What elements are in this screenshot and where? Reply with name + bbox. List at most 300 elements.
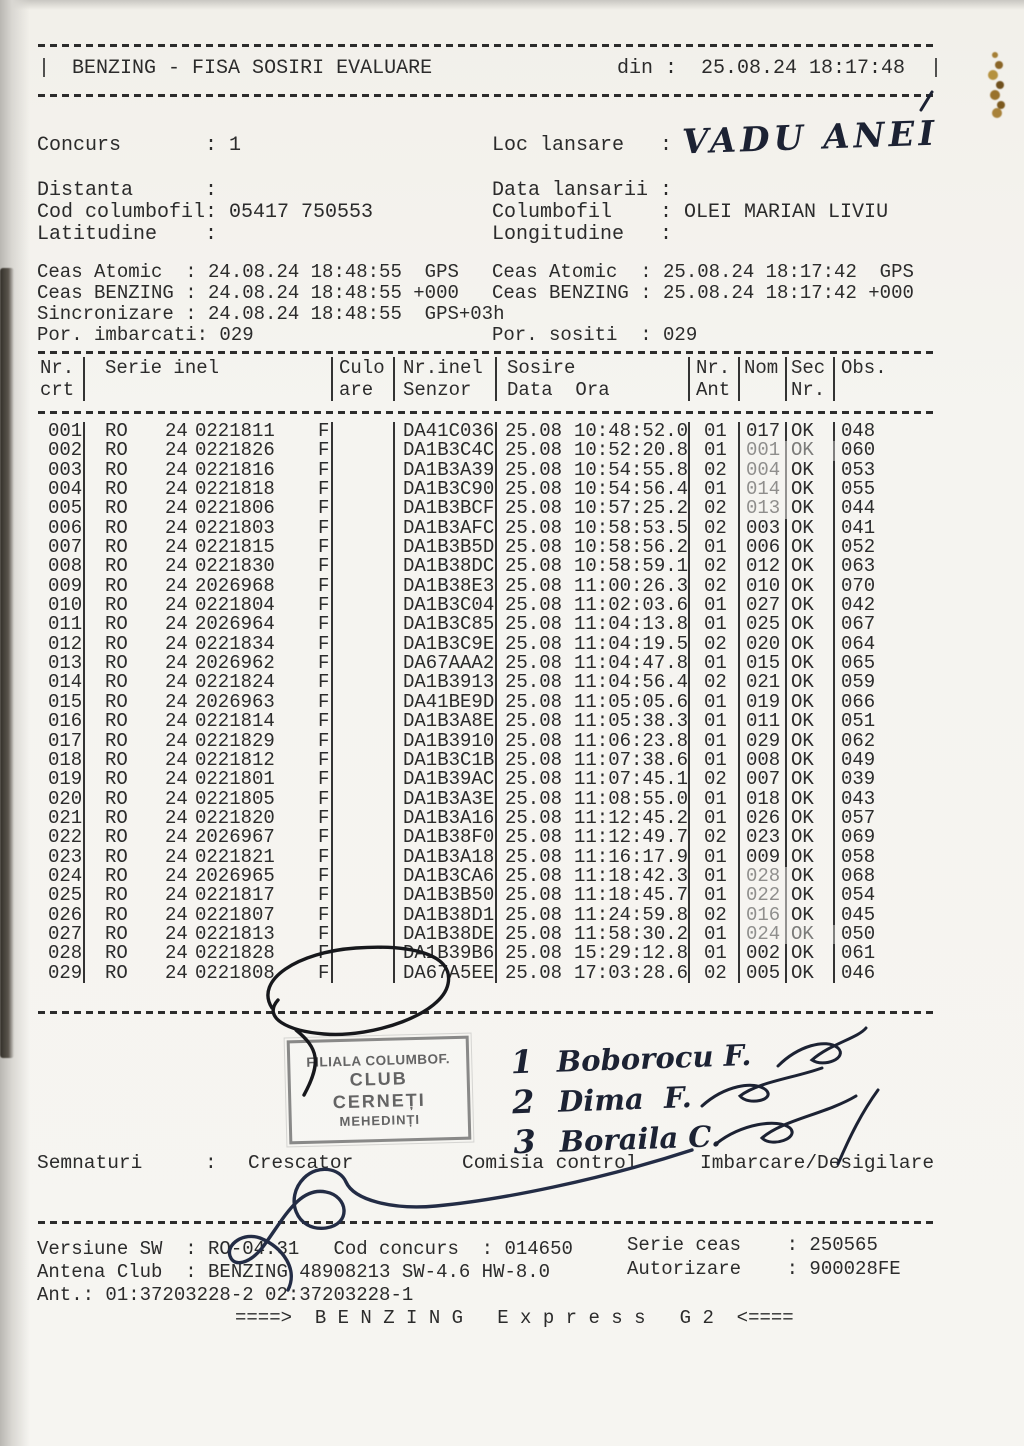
cell-nom: 029 — [740, 732, 787, 751]
cell-nr-ant: 01 — [690, 654, 740, 673]
col-header-senzor: Nr.inel — [395, 357, 497, 379]
club-stamp — [287, 1036, 472, 1145]
cell-culoare — [333, 867, 395, 886]
col-header-ant2: Ant — [690, 379, 740, 401]
cell-sosire: 25.08 11:12:45.2 — [497, 809, 690, 828]
col-header-nom: Nom — [740, 357, 787, 379]
cell-nom: 019 — [740, 693, 787, 712]
cell-nom: 025 — [740, 615, 787, 634]
col-header-blank2 — [740, 379, 787, 401]
cell-sec: OK — [787, 693, 835, 712]
cell-sosire: 25.08 11:12:49.7 — [497, 828, 690, 847]
cell-serie-inel: RO 24 2026962 F — [85, 654, 333, 673]
col-header-blank — [85, 379, 333, 401]
cell-nom: 014 — [740, 480, 787, 499]
cell-nr-ant: 01 — [690, 422, 740, 441]
arrivals-table — [38, 422, 935, 983]
cell-culoare — [333, 906, 395, 925]
stamp-line-filiala: FILIALA COLUMBOF. — [306, 1050, 451, 1070]
cell-serie-inel: RO 24 0221829 F — [85, 732, 333, 751]
cell-culoare — [333, 886, 395, 905]
cell-obs: 067 — [841, 613, 876, 636]
cell-senzor: DA1B38DE — [395, 925, 497, 944]
cell-nr: 005 — [38, 499, 85, 518]
report-title-row — [38, 58, 432, 80]
table-row — [38, 828, 935, 847]
table-row — [38, 961, 935, 984]
cell-nom: 009 — [740, 848, 787, 867]
cell-obs: 070 — [841, 574, 876, 597]
label-semnaturi: Semnaturi — [37, 1152, 143, 1174]
dashed-rule — [38, 1011, 938, 1014]
cell-nr: 003 — [38, 461, 85, 480]
cell-serie-inel: RO 24 0221808 F — [85, 964, 333, 983]
cell-serie-inel: RO 24 2026965 F — [85, 867, 333, 886]
table-row — [38, 787, 935, 810]
cell-obs: 052 — [841, 536, 876, 559]
cell-nr: 006 — [38, 519, 85, 538]
handwritten-loc-lansare: VADU ANEI — [681, 113, 939, 163]
cell-nr: 027 — [38, 925, 85, 944]
cell-sosire: 25.08 10:48:52.0 — [497, 422, 690, 441]
benzing-express-g2: ====> B E N Z I N G E x p r e s s G 2 <==== — [235, 1307, 794, 1329]
cell-sec: OK — [787, 635, 835, 654]
cell-nr-ant: 01 — [690, 790, 740, 809]
cell-sosire: 25.08 10:58:59.1 — [497, 557, 690, 576]
cell-nr: 029 — [38, 964, 85, 983]
cell-obs: 055 — [841, 478, 876, 501]
clock-sincronizare: Sincronizare : 24.08.24 18:48:55 GPS+03h — [37, 303, 505, 325]
cell-obs: 068 — [841, 864, 876, 887]
cell-senzor: DA41C036 — [395, 422, 497, 441]
field-cod-columbofil: Cod columbofil: 05417 750553 — [37, 201, 374, 224]
cell-nr: 001 — [38, 422, 85, 441]
table-header — [38, 357, 935, 401]
cell-sosire: 25.08 17:03:28.6 — [497, 964, 690, 983]
cell-senzor: DA1B38D1 — [395, 906, 497, 925]
cell-sec: OK — [787, 519, 835, 538]
cell-culoare — [333, 828, 395, 847]
cell-nr: 028 — [38, 944, 85, 963]
cell-sosire: 25.08 10:52:20.8 — [497, 441, 690, 460]
cell-nom: 027 — [740, 596, 787, 615]
cell-sosire: 25.08 11:24:59.8 — [497, 906, 690, 925]
cell-nr-ant: 01 — [690, 848, 740, 867]
autorizare: Autorizare : 900028FE — [627, 1258, 901, 1280]
cell-sec: OK — [787, 499, 835, 518]
cell-nom: 002 — [740, 944, 787, 963]
cell-serie-inel: RO 24 0221801 F — [85, 770, 333, 789]
cell-serie-inel: RO 24 0221814 F — [85, 712, 333, 731]
cell-sosire: 25.08 11:04:56.4 — [497, 673, 690, 692]
table-row — [38, 441, 935, 460]
cell-serie-inel: RO 24 0221803 F — [85, 519, 333, 538]
cell-nr-ant: 02 — [690, 519, 740, 538]
cell-nr: 023 — [38, 848, 85, 867]
cell-sec: OK — [787, 828, 835, 847]
cell-culoare — [333, 480, 395, 499]
cell-nom: 012 — [740, 557, 787, 576]
por-sositi: Por. sositi : 029 — [492, 324, 698, 346]
table-row — [38, 770, 935, 789]
col-header-nr2: Nr. — [787, 379, 835, 401]
cell-nr-ant: 01 — [690, 693, 740, 712]
cell-culoare — [333, 654, 395, 673]
cell-sec: OK — [787, 848, 835, 867]
cell-nr: 018 — [38, 751, 85, 770]
cell-nom: 028 — [740, 867, 787, 886]
cell-senzor: DA1B3C1B — [395, 751, 497, 770]
committee-member: 2 Dima F. — [511, 1080, 693, 1122]
cell-culoare — [333, 770, 395, 789]
cell-sosire: 25.08 11:08:55.0 — [497, 790, 690, 809]
cell-obs: 042 — [841, 594, 876, 617]
cell-culoare — [333, 925, 395, 944]
cell-sec: OK — [787, 480, 835, 499]
dashed-rule — [38, 94, 938, 97]
cell-nr: 013 — [38, 654, 85, 673]
cell-nr: 008 — [38, 557, 85, 576]
cell-nom: 006 — [740, 538, 787, 557]
cell-obs: 061 — [841, 942, 876, 965]
cell-sosire: 25.08 15:29:12.8 — [497, 944, 690, 963]
field-distanta: Distanta : — [37, 179, 218, 202]
col-header-crt: crt — [38, 379, 85, 401]
cell-sec: OK — [787, 770, 835, 789]
cell-nom: 008 — [740, 751, 787, 770]
cell-sec: OK — [787, 964, 835, 983]
cell-serie-inel: RO 24 0221805 F — [85, 790, 333, 809]
cell-senzor: DA1B3C4C — [395, 441, 497, 460]
cell-nr-ant: 01 — [690, 867, 740, 886]
dashed-rule — [38, 1221, 938, 1224]
col-header-are: are — [333, 379, 395, 401]
cell-obs: 051 — [841, 710, 876, 733]
cell-nom: 004 — [740, 461, 787, 480]
cell-senzor: DA1B3CA6 — [395, 867, 497, 886]
cell-sosire: 25.08 11:06:23.8 — [497, 732, 690, 751]
cell-nom: 016 — [740, 906, 787, 925]
cell-nom: 026 — [740, 809, 787, 828]
cell-culoare — [333, 422, 395, 441]
cell-culoare — [333, 577, 395, 596]
cell-nr-ant: 01 — [690, 596, 740, 615]
cell-nr: 015 — [38, 693, 85, 712]
label-imbarcare-desigilare: Imbarcare/Desigilare — [700, 1152, 935, 1174]
cell-culoare — [333, 790, 395, 809]
cell-nr: 012 — [38, 635, 85, 654]
cell-obs: 049 — [841, 748, 876, 771]
clock-benzing-left: Ceas BENZING : 24.08.24 18:48:55 +000 — [37, 282, 459, 304]
cell-culoare — [333, 441, 395, 460]
table-row — [38, 944, 935, 963]
cell-serie-inel: RO 24 0221834 F — [85, 635, 333, 654]
cell-sosire: 25.08 11:02:03.6 — [497, 596, 690, 615]
clock-atomic-left: Ceas Atomic : 24.08.24 18:48:55 GPS — [37, 261, 459, 283]
cell-sec: OK — [787, 906, 835, 925]
cell-nr-ant: 02 — [690, 906, 740, 925]
cell-sosire: 25.08 11:07:45.1 — [497, 770, 690, 789]
cell-sosire: 25.08 11:04:19.5 — [497, 635, 690, 654]
cell-serie-inel: RO 24 0221804 F — [85, 596, 333, 615]
cell-serie-inel: RO 24 0221807 F — [85, 906, 333, 925]
cell-obs: 039 — [841, 768, 876, 791]
paper-stain — [992, 52, 998, 58]
cell-culoare — [333, 944, 395, 963]
cell-senzor: DA41BE9D — [395, 693, 497, 712]
cell-sosire: 25.08 10:57:25.2 — [497, 499, 690, 518]
cell-senzor: DA1B3A3E — [395, 790, 497, 809]
cell-nr-ant: 02 — [690, 557, 740, 576]
col-header-serie: Serie inel — [85, 357, 333, 379]
cell-sosire: 25.08 10:54:56.4 — [497, 480, 690, 499]
cell-nr: 004 — [38, 480, 85, 499]
cell-senzor: DA1B39AC — [395, 770, 497, 789]
dashed-rule — [38, 411, 938, 414]
cell-nr-ant: 02 — [690, 577, 740, 596]
cell-sec: OK — [787, 751, 835, 770]
cell-nr-ant: 01 — [690, 615, 740, 634]
table-row — [38, 729, 935, 752]
cell-senzor: DA1B3A8E — [395, 712, 497, 731]
col-header-nr: Nr. — [38, 357, 85, 379]
cell-sec: OK — [787, 615, 835, 634]
cell-obs: 054 — [841, 884, 876, 907]
col-header-senzor2: Senzor — [395, 379, 497, 401]
cell-nom: 003 — [740, 519, 787, 538]
cell-nr-ant: 01 — [690, 732, 740, 751]
clock-benzing-right: Ceas BENZING : 25.08.24 18:17:42 +000 — [492, 282, 914, 304]
cell-sec: OK — [787, 654, 835, 673]
cell-nr-ant: 02 — [690, 828, 740, 847]
cell-sosire: 25.08 11:07:38.6 — [497, 751, 690, 770]
cell-obs: 069 — [841, 826, 876, 849]
cell-nr: 009 — [38, 577, 85, 596]
table-row — [38, 845, 935, 868]
cell-nr: 024 — [38, 867, 85, 886]
cell-culoare — [333, 732, 395, 751]
cell-nr: 007 — [38, 538, 85, 557]
cell-obs: 060 — [841, 439, 876, 462]
clock-atomic-right: Ceas Atomic : 25.08.24 18:17:42 GPS — [492, 261, 914, 283]
cell-sosire: 25.08 11:16:17.9 — [497, 848, 690, 867]
cell-nom: 021 — [740, 673, 787, 692]
cell-sosire: 25.08 11:58:30.2 — [497, 925, 690, 944]
cell-nr-ant: 01 — [690, 809, 740, 828]
cell-sosire: 25.08 11:05:05.6 — [497, 693, 690, 712]
cell-obs: 065 — [841, 652, 876, 675]
cell-obs: 062 — [841, 729, 876, 752]
table-row — [38, 673, 935, 692]
cell-serie-inel: RO 24 0221815 F — [85, 538, 333, 557]
cell-culoare — [333, 615, 395, 634]
cell-sec: OK — [787, 673, 835, 692]
field-concurs: Concurs : 1 — [37, 134, 242, 157]
cell-sosire: 25.08 10:58:53.5 — [497, 519, 690, 538]
cell-senzor: DA1B3BCF — [395, 499, 497, 518]
cell-nom: 010 — [740, 577, 787, 596]
cell-serie-inel: RO 24 0221816 F — [85, 461, 333, 480]
cell-serie-inel: RO 24 2026968 F — [85, 577, 333, 596]
cell-obs: 064 — [841, 632, 876, 655]
col-header-sosire: Sosire — [497, 357, 690, 379]
cell-senzor: DA67AAA2 — [395, 654, 497, 673]
cell-sec: OK — [787, 596, 835, 615]
cell-culoare — [333, 596, 395, 615]
cell-nr-ant: 02 — [690, 499, 740, 518]
cell-nr-ant: 02 — [690, 461, 740, 480]
cell-sec: OK — [787, 886, 835, 905]
table-row — [38, 557, 935, 576]
cell-nr: 010 — [38, 596, 85, 615]
cell-culoare — [333, 557, 395, 576]
cell-nr-ant: 01 — [690, 441, 740, 460]
table-row — [38, 499, 935, 518]
cell-nr-ant: 01 — [690, 480, 740, 499]
cell-obs: 058 — [841, 845, 876, 868]
label-crescator: Crescator — [248, 1152, 354, 1174]
cell-nom: 023 — [740, 828, 787, 847]
cell-serie-inel: RO 24 0221812 F — [85, 751, 333, 770]
label-comisia-control: Comisia control — [462, 1152, 638, 1174]
antene-ids: Ant.: 01:37203228-2 02:37203228-1 — [37, 1284, 414, 1306]
field-latitudine: Latitudine : — [37, 223, 218, 246]
semnaturi-colon: : — [205, 1152, 217, 1174]
cell-senzor: DA1B3B50 — [395, 886, 497, 905]
field-columbofil: Columbofil : OLEI MARIAN LIVIU — [492, 201, 889, 224]
cell-obs: 044 — [841, 497, 876, 520]
cell-nr-ant: 02 — [690, 770, 740, 789]
col-header-obs: Obs. — [841, 357, 887, 379]
cell-nr: 011 — [38, 615, 85, 634]
cell-obs: 046 — [841, 961, 876, 984]
antena-club: Antena Club : BENZING 48908213 SW-4.6 HW-8.0 — [37, 1261, 551, 1283]
cell-obs: 053 — [841, 458, 876, 481]
table-row — [38, 712, 935, 731]
cell-sec: OK — [787, 461, 835, 480]
cell-culoare — [333, 499, 395, 518]
cell-nom: 001 — [740, 441, 787, 460]
cell-nom: 005 — [740, 964, 787, 983]
table-row — [38, 615, 935, 634]
cell-nom: 017 — [740, 422, 787, 441]
cell-culoare — [333, 538, 395, 557]
cell-sec: OK — [787, 712, 835, 731]
col-header-ant: Nr. — [690, 357, 740, 379]
col-header-sec: Sec — [787, 357, 835, 379]
cell-serie-inel: RO 24 0221824 F — [85, 673, 333, 692]
field-longitudine: Longitudine : — [492, 223, 673, 246]
scan-top-edge — [0, 0, 1024, 10]
cell-obs: 063 — [841, 555, 876, 578]
cell-senzor: DA1B3C85 — [395, 615, 497, 634]
cell-nom: 020 — [740, 635, 787, 654]
cell-senzor: DA1B3B5D — [395, 538, 497, 557]
cell-serie-inel: RO 24 0221811 F — [85, 422, 333, 441]
cell-senzor: DA1B3A39 — [395, 461, 497, 480]
cell-senzor: DA1B3913 — [395, 673, 497, 692]
cell-senzor: DA1B3C04 — [395, 596, 497, 615]
cell-serie-inel: RO 24 0221818 F — [85, 480, 333, 499]
cell-nom: 015 — [740, 654, 787, 673]
cell-nr: 002 — [38, 441, 85, 460]
cell-senzor: DA67A5EE — [395, 964, 497, 983]
cell-sosire: 25.08 11:00:26.3 — [497, 577, 690, 596]
cell-obs: 066 — [841, 690, 876, 713]
cell-serie-inel: RO 24 2026963 F — [85, 693, 333, 712]
col-header-culoare: Culo — [333, 357, 395, 379]
cell-nr-ant: 01 — [690, 886, 740, 905]
cell-culoare — [333, 693, 395, 712]
cell-sec: OK — [787, 538, 835, 557]
cell-senzor: DA1B38DC — [395, 557, 497, 576]
cell-serie-inel: RO 24 0221817 F — [85, 886, 333, 905]
cell-sec: OK — [787, 867, 835, 886]
cell-serie-inel: RO 24 0221813 F — [85, 925, 333, 944]
stamp-line-cerneti: CERNEȚI — [332, 1089, 427, 1112]
cell-senzor: DA1B3A16 — [395, 809, 497, 828]
dashed-rule — [38, 351, 938, 354]
cell-nr: 020 — [38, 790, 85, 809]
cell-obs: 041 — [841, 516, 876, 539]
cell-senzor: DA1B3A18 — [395, 848, 497, 867]
cell-serie-inel: RO 24 2026967 F — [85, 828, 333, 847]
cell-serie-inel: RO 24 0221830 F — [85, 557, 333, 576]
cell-sec: OK — [787, 557, 835, 576]
table-row — [38, 886, 935, 905]
cell-nr: 019 — [38, 770, 85, 789]
cell-serie-inel: RO 24 0221821 F — [85, 848, 333, 867]
cell-nr: 026 — [38, 906, 85, 925]
cell-culoare — [333, 712, 395, 731]
cell-nr-ant: 02 — [690, 635, 740, 654]
cell-sec: OK — [787, 441, 835, 460]
cell-nr-ant: 02 — [690, 964, 740, 983]
cell-serie-inel: RO 24 0221820 F — [85, 809, 333, 828]
cell-culoare — [333, 635, 395, 654]
cell-nom: 018 — [740, 790, 787, 809]
stamp-line-club: CLUB — [349, 1067, 408, 1090]
cell-senzor: DA1B38E3 — [395, 577, 497, 596]
cell-sosire: 25.08 11:05:38.3 — [497, 712, 690, 731]
cell-sosire: 25.08 11:04:47.8 — [497, 654, 690, 673]
cell-sec: OK — [787, 577, 835, 596]
cell-senzor: DA1B38F0 — [395, 828, 497, 847]
field-data-lansarii: Data lansarii : — [492, 179, 673, 202]
scan-left-shadow — [0, 268, 14, 1058]
cell-obs: 045 — [841, 903, 876, 926]
cell-culoare — [333, 673, 395, 692]
cell-senzor: DA1B39B6 — [395, 944, 497, 963]
cell-culoare — [333, 519, 395, 538]
cell-obs: 050 — [841, 922, 876, 945]
cell-sec: OK — [787, 422, 835, 441]
cell-serie-inel: RO 24 2026964 F — [85, 615, 333, 634]
cell-nr: 025 — [38, 886, 85, 905]
cell-sec: OK — [787, 809, 835, 828]
cell-nr: 021 — [38, 809, 85, 828]
committee-member: 3 Boraila C. — [512, 1119, 722, 1162]
col-header-blank3 — [835, 379, 935, 401]
cell-sosire: 25.08 11:04:13.8 — [497, 615, 690, 634]
cell-senzor: DA1B3910 — [395, 732, 497, 751]
committee-member: 1 Boborocu F. — [510, 1037, 752, 1082]
cell-nr-ant: 01 — [690, 538, 740, 557]
cell-nr-ant: 01 — [690, 944, 740, 963]
dashed-rule — [38, 44, 938, 47]
cell-nom: 024 — [740, 925, 787, 944]
versiune-sw: Versiune SW : RO-04.31 Cod concurs : 014650 — [37, 1238, 573, 1260]
